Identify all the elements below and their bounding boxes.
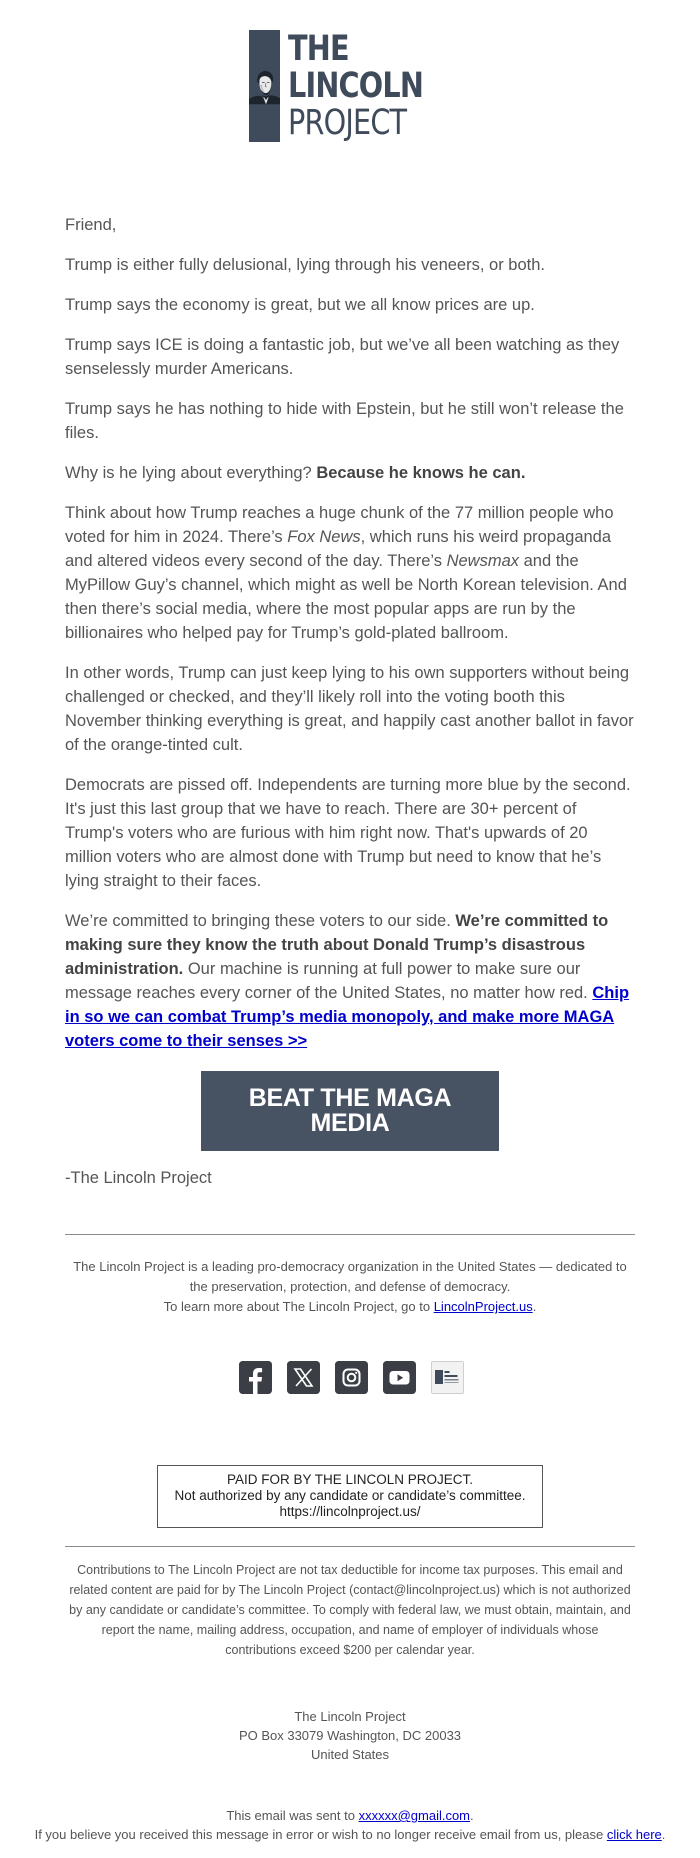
unsubscribe-line: [0, 1825, 700, 1844]
sent-prefix: This email was sent to: [226, 1808, 359, 1823]
cta-wrapper: [201, 1071, 499, 1151]
logo-line-lincoln: LINCOLN: [288, 65, 424, 106]
paragraph-8: Democrats are pissed off. Independents are turning more blue by the second. It's just this last group that we have to reach. There are 30+ percent of Trump's voters who are furious with him right now. That's upwards of 20 million voters who are almost done with Trump but need to know that he’s lying straight to their faces.: [65, 776, 631, 890]
unsub-prefix: If you believe you received this message in error or wish to no longer receive email from us, please: [34, 1827, 607, 1842]
beat-the-maga-media-button[interactable]: BEAT THE MAGA MEDIA: [201, 1071, 499, 1151]
learn-more-line: [65, 1297, 635, 1317]
footer-divider-bottom: [65, 1546, 635, 1547]
p9-part-a: We’re committed to bringing these voters to our side.: [65, 912, 456, 930]
sent-suffix: .: [470, 1808, 474, 1823]
facebook-icon[interactable]: [239, 1361, 272, 1394]
paragraph-4: Trump says he has nothing to hide with Epstein, but he still won’t release the files.: [65, 400, 624, 442]
recipient-email-link[interactable]: xxxxxx@gmail.com: [358, 1808, 471, 1823]
youtube-icon[interactable]: [383, 1361, 416, 1394]
email-body: [65, 213, 635, 1069]
unsub-suffix: .: [661, 1827, 666, 1842]
address-org-name: The Lincoln Project: [294, 1709, 406, 1724]
mailing-address: [0, 1707, 700, 1764]
greeting: Friend,: [65, 216, 117, 234]
sent-to-line: [0, 1806, 700, 1825]
p5-lead: Why is he lying about everything?: [65, 464, 317, 482]
paid-line-1: PAID FOR BY THE LINCOLN PROJECT.: [226, 1472, 474, 1487]
paragraph-9: [65, 909, 635, 1053]
address-street: PO Box 33079 Washington, DC 20033: [238, 1728, 462, 1743]
paragraph-1: Trump is either fully delusional, lying through his veneers, or both.: [65, 256, 545, 274]
p6-part-b: , which runs his weird propaganda and altered videos every second of the day. There’s: [65, 528, 612, 570]
lincoln-portrait-icon: [249, 30, 280, 142]
org-blurb: [65, 1257, 635, 1317]
email-sent-notice: [0, 1806, 700, 1844]
logo-line-project: PROJECT: [288, 102, 407, 143]
lincoln-project-logo[interactable]: [249, 30, 453, 142]
footer-divider-top: [65, 1234, 635, 1235]
paragraph-2: Trump says the economy is great, but we all know prices are up.: [65, 296, 535, 314]
signoff: -The Lincoln Project: [65, 1169, 212, 1187]
lincoln-project-site-icon[interactable]: [431, 1361, 464, 1394]
paid-for-disclaimer-box: [157, 1465, 543, 1528]
paragraph-3: Trump says ICE is doing a fantastic job, but we’ve all been watching as they senselessly murder Americans.: [65, 336, 620, 378]
logo-wordmark: [288, 28, 453, 143]
learn-more-prefix: To learn more about The Lincoln Project, go to: [163, 1299, 434, 1314]
chip-in-link[interactable]: Chip in so we can combat Trump’s media monopoly, and make more MAGA voters come to their senses >>: [65, 984, 630, 1050]
learn-more-suffix: .: [532, 1299, 537, 1314]
legal-disclaimer: Contributions to The Lincoln Project are not tax deductible for income tax purposes. This email and related content are paid for by The Lincoln Project (contact@lincolnproject.us) which is not authorized by any candidate or candidate’s committee. To comply with federal law, we must obtain, maintain, and report the name, mailing address, occupation, and name of employer of individuals whose contributions exceed $200 per calendar year.: [69, 1563, 631, 1657]
fox-news-italic: Fox News: [287, 528, 361, 546]
newsmax-italic: Newsmax: [446, 552, 520, 570]
p6-part-a: Think about how Trump reaches a huge chunk of the 77 million people who voted for him in 2024. There’s: [65, 504, 614, 546]
org-description: The Lincoln Project is a leading pro-democracy organization in the United States — dedicated to the preservation, protection, and defense of democracy.: [73, 1259, 627, 1294]
instagram-icon[interactable]: [335, 1361, 368, 1394]
paragraph-5: [65, 461, 635, 485]
paid-line-2: Not authorized by any candidate or candidate’s committee.: [174, 1488, 526, 1503]
p9-part-b: Our machine is running at full power to make sure our message reaches every corner of the United States, no matter how red.: [65, 960, 593, 1002]
paragraph-6: [65, 501, 635, 645]
x-twitter-icon[interactable]: [287, 1361, 320, 1394]
p9-bold: We’re committed to making sure they know the truth about Donald Trump’s disastrous administration.: [65, 912, 609, 978]
social-links: [239, 1361, 464, 1394]
unsubscribe-link[interactable]: click here: [606, 1827, 662, 1842]
p5-bold: Because he knows he can.: [316, 464, 526, 482]
lincolnproject-us-link[interactable]: LincolnProject.us: [433, 1299, 533, 1314]
address-country: United States: [310, 1747, 390, 1762]
paid-line-3: https://lincolnproject.us/: [279, 1504, 421, 1519]
logo-line-the: THE: [288, 28, 350, 69]
paragraph-7: In other words, Trump can just keep lying to his own supporters without being challenged or checked, and they’ll likely roll into the voting booth this November thinking everything is great, and happily cast another ballot in favor of the orange-tinted cult.: [65, 664, 634, 754]
p6-part-c: and the MyPillow Guy’s channel, which might as well be North Korean television. And then there’s social media, where the most popular apps are run by the billionaires who helped pay for Trump’s gold-plated ballroom.: [65, 552, 627, 642]
